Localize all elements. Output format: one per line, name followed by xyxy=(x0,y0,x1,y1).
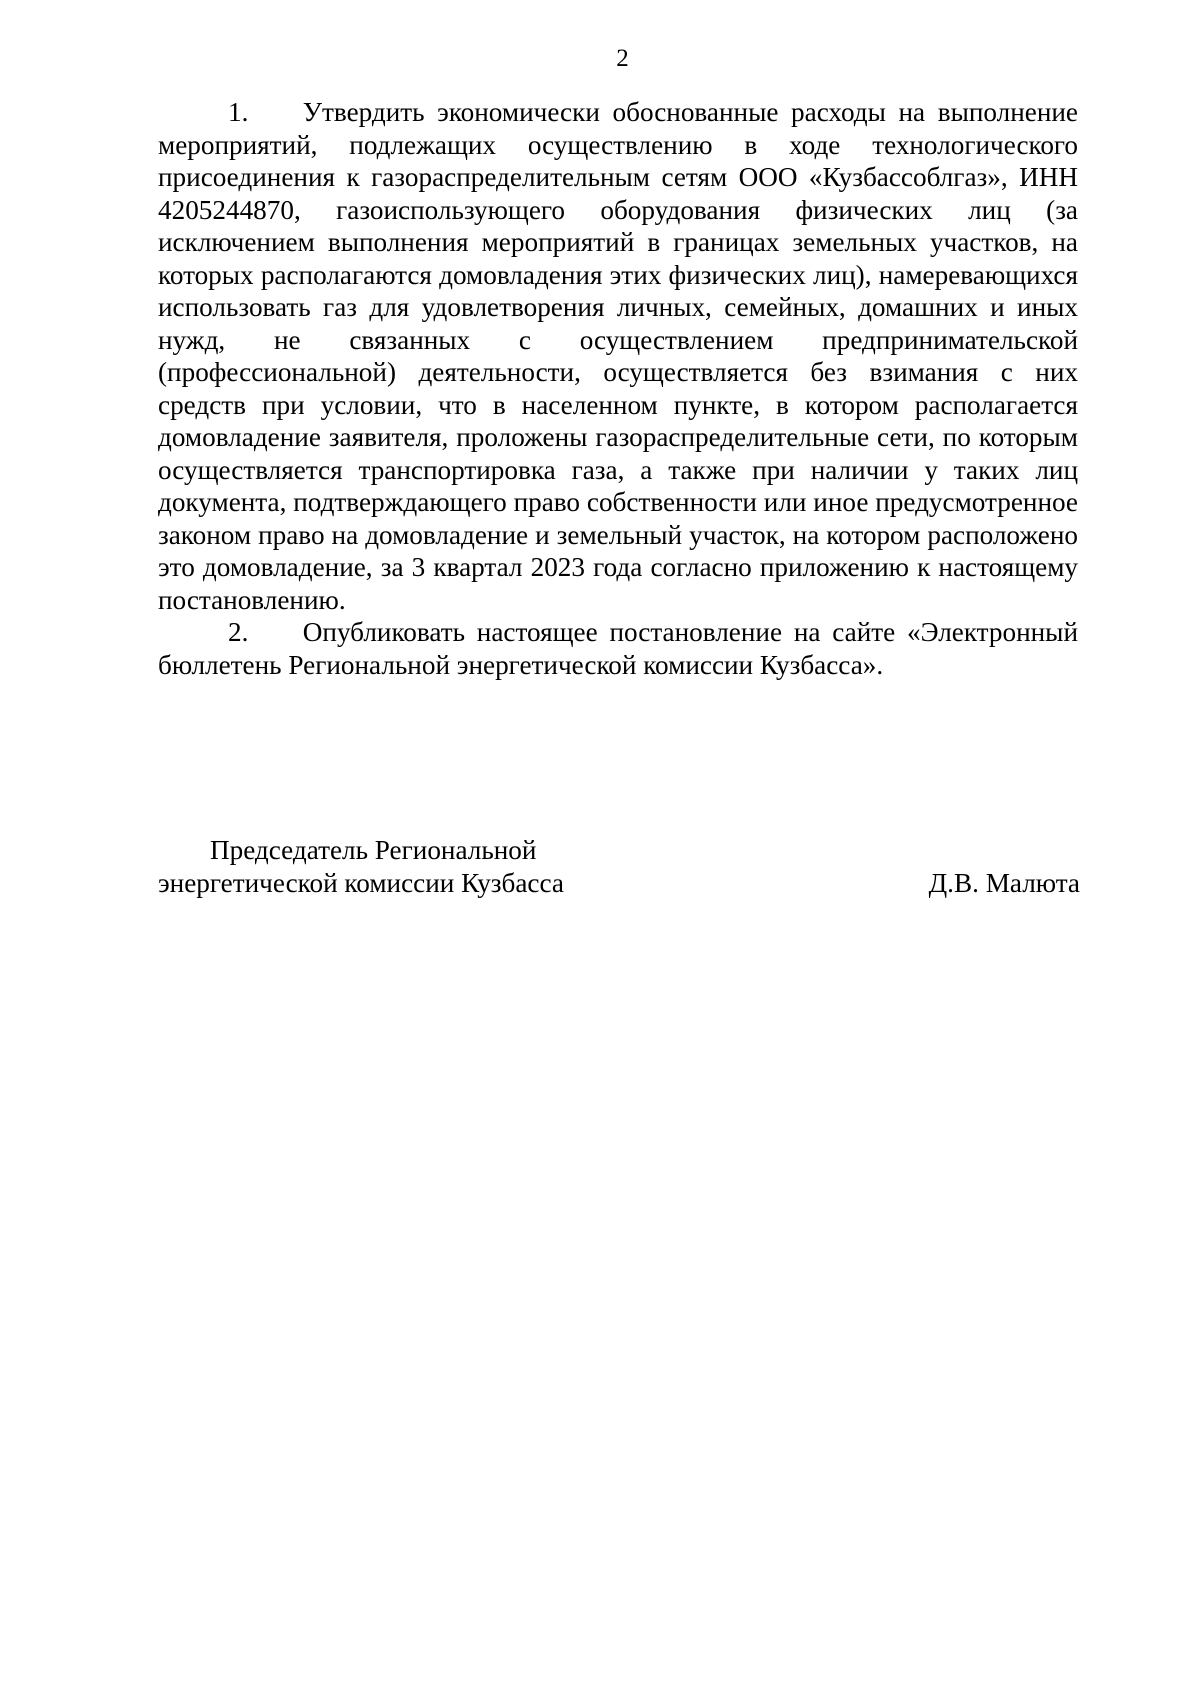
paragraph-item-1: 1. Утвердить экономически обоснованные расходы на выполнение мероприятий, подлежащих осуществлению в ходе технологического присоединения к газораспределительным сетям ООО «Кузбассоблгаз», ИНН 4205244870, газоиспользующего оборудования физических лиц (за исключением выполнения мероприятий в границах земельных участков, на которых располагаются домовладения этих физических лиц), намеревающихся использовать газ для удовлетворения личных, семейных, домашних и иных нужд, не связанных с осуществлением предпринимательской (профессиональной) деятельности, осуществляется без взимания с них средств при условии, что в населенном пункте, в котором располагается домовладение заявителя, проложены газораспределительные сети, по которым осуществляется транспортировка газа, а также при наличии у таких лиц документа, подтверждающего право собственности или иное предусмотренное законом право на домовладение и земельный участок, на котором расположено это домовладение, за 3 квартал 2023 года согласно приложению к настоящему постановлению. xyxy=(158,97,1078,615)
signatory-name: Д.В. Малюта xyxy=(928,868,1080,898)
document-body xyxy=(158,96,1078,681)
paragraph-item-2: 2. Опубликовать настоящее постановление на сайте «Электронный бюллетень Региональной энергетической комиссии Кузбасса». xyxy=(158,617,1078,680)
signatory-position-line2: энергетической комиссии Кузбасса xyxy=(158,868,564,898)
page-number: 2 xyxy=(616,45,629,72)
signature-block xyxy=(158,834,1080,900)
signatory-position-line1: Председатель Региональной xyxy=(210,835,537,865)
signature-line xyxy=(158,867,1080,900)
